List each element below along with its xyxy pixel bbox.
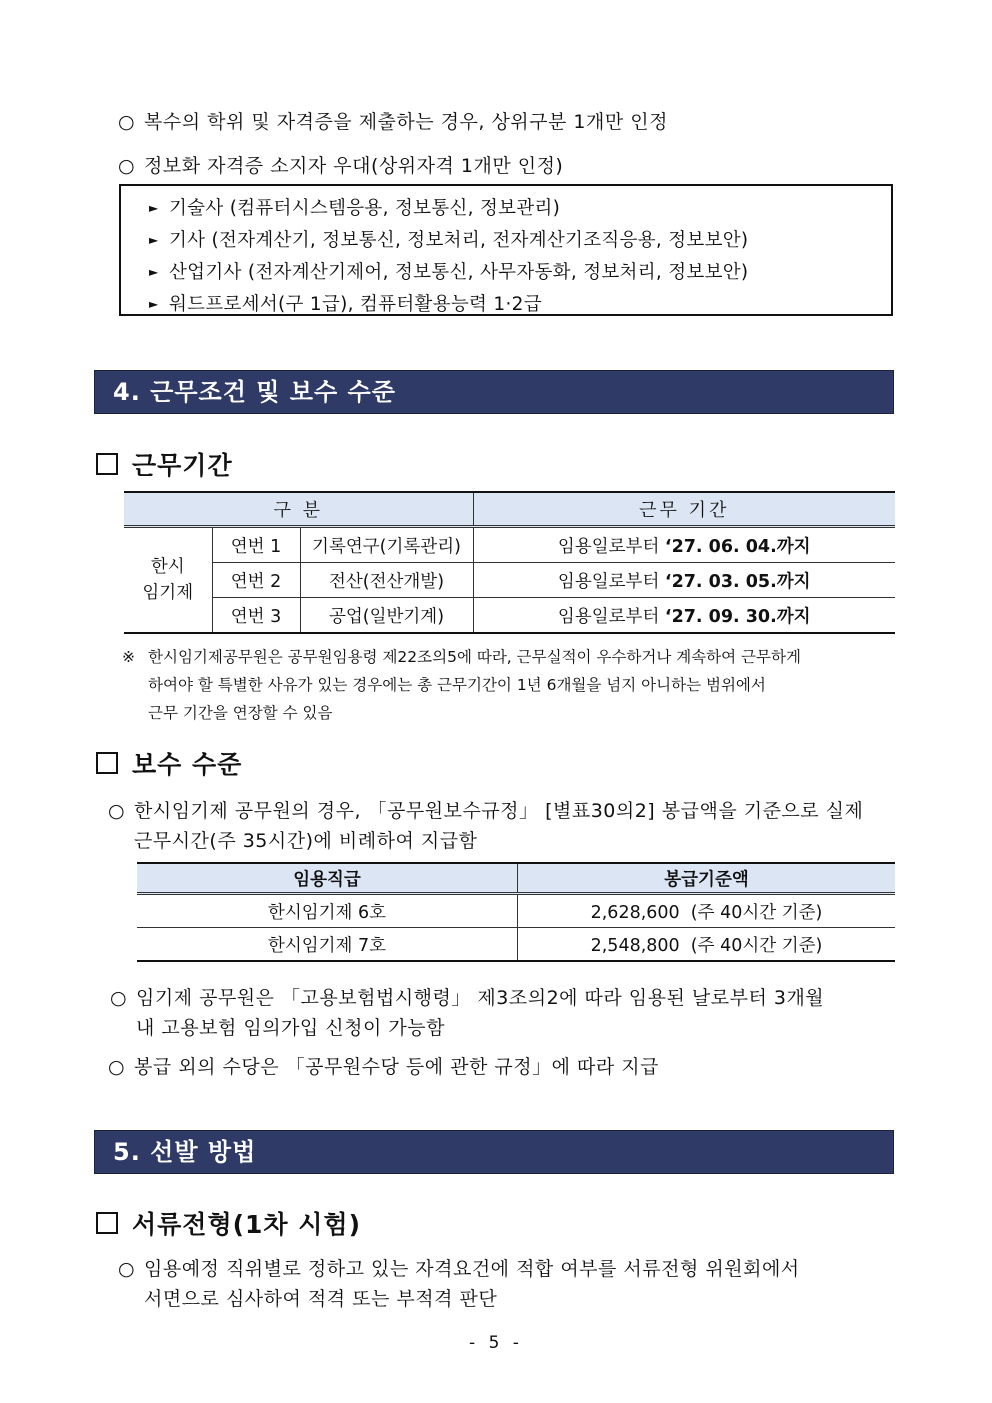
row-amount: 2,548,800 (주 40시간 기준) [590, 935, 823, 956]
row-amount: 2,628,600 (주 40시간 기준) [518, 894, 896, 928]
row-grade: 한시임기제 7호 [137, 928, 518, 962]
row-no: 연번 2 [212, 563, 300, 598]
header-amount: 봉급기준액 [518, 863, 896, 894]
pay-heading [96, 745, 242, 781]
table-row [137, 928, 895, 962]
triangle-icon: ► [149, 297, 159, 311]
allowance-paragraph [108, 1052, 659, 1082]
row-no: 연번 3 [212, 598, 300, 634]
table-header-row [137, 863, 895, 894]
cert-item [149, 256, 891, 288]
period-date: ‘27. 03. 05.까지 [664, 571, 811, 592]
cert-item-text: 워드프로세서(구 1급), 컴퓨터활용능력 1·2급 [169, 294, 542, 315]
screening-paragraph [118, 1254, 800, 1314]
header-grade: 임용직급 [137, 863, 518, 894]
pay-table [137, 862, 895, 962]
screening-line: 임용예정 직위별로 정하고 있는 자격요건에 적합 여부를 서류전형 위원회에서 [144, 1258, 800, 1280]
header-category: 구 분 [124, 492, 473, 527]
pay-line: 근무시간(주 35시간)에 비례하여 지급함 [134, 830, 478, 852]
period-date: ‘27. 09. 30.까지 [664, 606, 811, 627]
row-no: 연번 1 [212, 527, 300, 563]
bullet-mark: ○ [108, 1056, 126, 1078]
checkbox-square-icon [96, 752, 118, 774]
bullet-multiple-degrees [118, 107, 668, 134]
note-line: 근무 기간을 연장할 수 있음 [148, 704, 333, 722]
cert-item-text: 기술사 (컴퓨터시스템응용, 정보통신, 정보관리) [169, 198, 561, 219]
row-field: 공업(일반기계) [300, 598, 473, 634]
cert-box [119, 184, 893, 316]
table-row [124, 563, 895, 598]
table-row [124, 598, 895, 634]
bullet-mark: ○ [118, 155, 136, 177]
cert-item [149, 288, 891, 320]
pay-paragraph [108, 796, 863, 856]
screening-line: 서면으로 심사하여 적격 또는 부적격 판단 [144, 1288, 498, 1310]
cert-item-text: 산업기사 (전자계산기제어, 정보통신, 사무자동화, 정보처리, 정보보안) [169, 262, 749, 283]
section-5-title: 5. 선발 방법 [94, 1130, 894, 1174]
bullet-mark: ○ [108, 800, 126, 822]
insurance-paragraph [110, 983, 824, 1043]
triangle-icon: ► [149, 201, 159, 215]
bullet-it-cert-preference [118, 151, 563, 178]
checkbox-square-icon [96, 453, 118, 475]
row-field: 전산(전산개발) [300, 563, 473, 598]
bullet-text: 정보화 자격증 소지자 우대(상위자격 1개만 인정) [144, 155, 564, 177]
insurance-line: 내 고용보험 임의가입 신청이 가능함 [136, 1017, 445, 1039]
row-grade: 한시임기제 6호 [137, 894, 518, 928]
row-period [473, 598, 895, 634]
screening-heading [96, 1205, 361, 1241]
checkbox-square-icon [96, 1212, 118, 1234]
note-line: 한시임기제공무원은 공무원임용령 제22조의5에 따라, 근무실적이 우수하거나 계속하여 근무하게 [148, 648, 801, 666]
bullet-mark: ○ [110, 987, 128, 1009]
work-period-heading-text: 근무기간 [132, 451, 233, 480]
work-period-heading [96, 446, 233, 482]
pay-heading-text: 보수 수준 [132, 750, 243, 779]
cert-item [149, 224, 891, 256]
insurance-line: 임기제 공무원은 「고용보험법시행령」 제3조의2에 따라 임용된 날로부터 3개월 [136, 987, 825, 1009]
note-line: 하여야 할 특별한 사유가 있는 경우에는 총 근무기간이 1년 6개월을 넘지 아니하는 범위에서 [148, 676, 766, 694]
triangle-icon: ► [149, 233, 159, 247]
triangle-icon: ► [149, 265, 159, 279]
bullet-mark: ○ [118, 1258, 136, 1280]
page-number: - 5 - [469, 1333, 523, 1353]
bullet-mark: ○ [118, 111, 136, 133]
screening-heading-text: 서류전형(1차 시험) [132, 1210, 362, 1239]
pay-line: 한시임기제 공무원의 경우, 「공무원보수규정」 [별표30의2] 봉급액을 기준으로 실제 [134, 800, 864, 822]
period-prefix: 임용일로부터 [557, 606, 665, 627]
allowance-line: 봉급 외의 수당은 「공무원수당 등에 관한 규정」에 따라 지급 [134, 1056, 659, 1078]
note-mark: ※ [122, 648, 135, 666]
row-period [473, 563, 895, 598]
bullet-text: 복수의 학위 및 자격증을 제출하는 경우, 상위구분 1개만 인정 [144, 111, 668, 133]
table-row [137, 894, 895, 928]
period-prefix: 임용일로부터 [557, 536, 665, 557]
table-row [124, 527, 895, 563]
cert-item [149, 192, 891, 224]
header-period: 근무 기간 [473, 492, 895, 527]
extension-note [122, 643, 898, 727]
row-period [473, 527, 895, 563]
row-field: 기록연구(기록관리) [300, 527, 473, 563]
period-date: ‘27. 06. 04.까지 [664, 536, 811, 557]
period-prefix: 임용일로부터 [557, 571, 665, 592]
group-label: 한시 임기제 [124, 527, 212, 634]
section-4-title: 4. 근무조건 및 보수 수준 [94, 370, 894, 414]
work-period-table [124, 491, 895, 634]
table-header-row [124, 492, 895, 527]
cert-item-text: 기사 (전자계산기, 정보통신, 정보처리, 전자계산기조직응용, 정보보안) [169, 230, 749, 251]
